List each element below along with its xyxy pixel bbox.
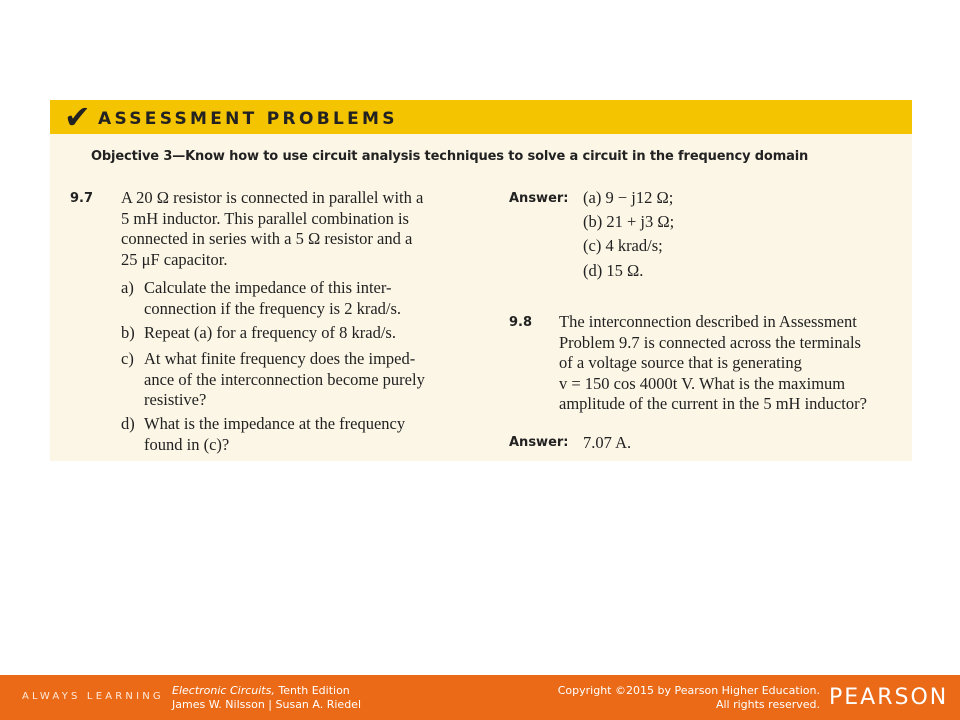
- copyright-line: All rights reserved.: [715, 698, 820, 711]
- part-text-line: Repeat (a) for a frequency of 8 krad/s.: [144, 323, 396, 342]
- part-text-line: Calculate the impedance of this inter-: [144, 278, 392, 297]
- footer-bar: [0, 675, 960, 720]
- statement-line: v = 150 cos 4000t V. What is the maximum: [559, 373, 846, 393]
- statement-line: connected in series with a 5 Ω resistor and a: [121, 229, 413, 248]
- part-text-line: resistive?: [144, 390, 207, 409]
- problem-9-7-statement: [121, 188, 423, 270]
- book-edition: Tenth Edition: [274, 684, 350, 697]
- part-text-line: ance of the interconnection become purely: [144, 369, 425, 389]
- answer-label-9-7: Answer:: [509, 191, 569, 206]
- part-label: a): [121, 278, 134, 297]
- statement-line: Problem 9.7 is connected across the terminals: [559, 332, 861, 352]
- book-title: Electronic Circuits,: [172, 684, 275, 697]
- problem-number-9-8: 9.8: [509, 315, 533, 330]
- assessment-problems-box: [50, 100, 912, 461]
- copyright: [558, 684, 820, 712]
- pearson-logo: PEARSON: [829, 685, 949, 710]
- answer-9-7-a: (a) 9 − j12 Ω;: [583, 188, 674, 207]
- copyright-line: Copyright ©2015 by Pearson Higher Education.: [557, 684, 820, 697]
- part-text-line: What is the impedance at the frequency: [144, 414, 406, 433]
- authors: James W. Nilsson | Susan A. Riedel: [172, 698, 361, 711]
- part-text-line: found in (c)?: [144, 434, 230, 454]
- banner-title: ASSESSMENT PROBLEMS: [98, 109, 398, 129]
- statement-line: A 20 Ω resistor is connected in parallel with a: [121, 188, 424, 207]
- checkmark-icon: ✔: [64, 98, 91, 136]
- statement-line: 25 μF capacitor.: [121, 249, 228, 269]
- answer-9-7-c: (c) 4 krad/s;: [583, 236, 663, 255]
- part-text-line: connection if the frequency is 2 krad/s.: [144, 298, 402, 318]
- book-credit: [172, 684, 361, 712]
- answer-9-7-b: (b) 21 + j3 Ω;: [583, 212, 675, 231]
- statement-line: 5 mH inductor. This parallel combination is: [121, 208, 409, 228]
- part-label: d): [121, 414, 135, 433]
- answer-9-7-d: (d) 15 Ω.: [583, 261, 644, 280]
- part-label: c): [121, 349, 134, 368]
- answer-label-9-8: Answer:: [509, 435, 569, 450]
- part-label: b): [121, 323, 135, 342]
- problem-9-8-statement: [559, 312, 867, 415]
- statement-line: of a voltage source that is generating: [559, 353, 802, 372]
- assessment-banner: [50, 100, 912, 134]
- part-text-line: At what finite frequency does the imped-: [144, 349, 416, 368]
- statement-line: amplitude of the current in the 5 mH inductor?: [559, 394, 867, 413]
- objective-heading: Objective 3—Know how to use circuit analysis techniques to solve a circuit in the frequency domain: [91, 149, 809, 164]
- tagline: ALWAYS LEARNING: [22, 691, 164, 702]
- answer-9-8: 7.07 A.: [583, 433, 632, 452]
- problem-number-9-7: 9.7: [70, 191, 94, 206]
- statement-line: The interconnection described in Assessment: [559, 312, 857, 331]
